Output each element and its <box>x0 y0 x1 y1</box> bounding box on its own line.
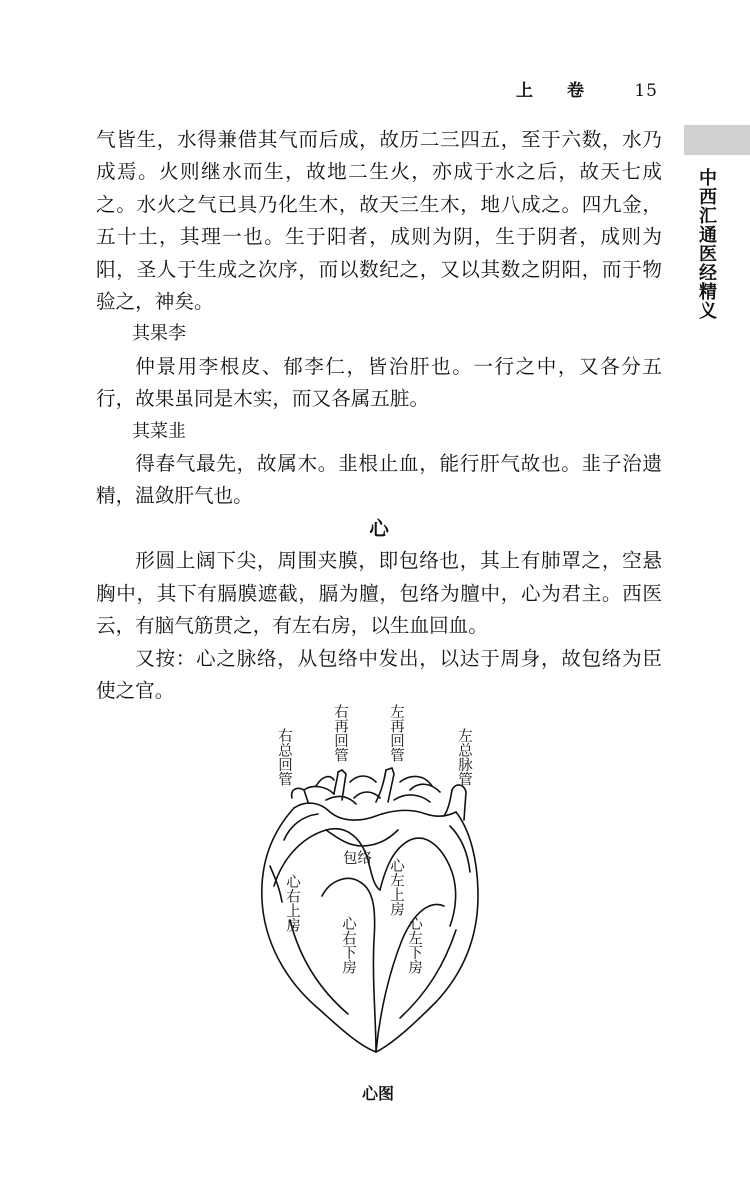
heart-figure <box>230 690 530 1070</box>
paragraph-continuation: 气皆生，水得兼借其气而后成，故历二三四五，至于六数，水乃成焉。火则继水而生，故地二生火，亦成于水之后，故天七成之。水火之气已具乃化生木，故天三生木，地八成之。四九金，五十土，其理一也。生于阳者，成则为阴，生于阴者，成则为阳，圣人于生成之次序，而以数纪之，又以其数之阴阳，而于物验之，神矣。 <box>96 128 662 314</box>
heart-drawing <box>230 690 530 1070</box>
side-book-title: 中西汇通医经精义 <box>696 168 717 320</box>
page-number: 15 <box>634 81 658 101</box>
side-tab-marker <box>684 125 750 155</box>
paragraph-fruit: 仲景用李根皮、郁李仁，皆治肝也。一行之中，又各分五行，故果虽同是木实，而又各属五脏。 <box>96 354 662 411</box>
paragraph-vegetable: 得春气最先，故属木。韭根止血，能行肝气故也。韭子治遗精，温敛肝气也。 <box>96 452 662 508</box>
label-left-upper-chamber: 心左上房 <box>388 858 404 916</box>
label-right-lower-chamber: 心右下房 <box>340 916 356 974</box>
label-right-upper-chamber: 心右上房 <box>284 874 300 932</box>
label-left-lower-chamber: 心左下房 <box>406 916 422 974</box>
paragraph-heart-note: 又按：心之脉络，从包络中发出，以达于周身，故包络为臣使之官。 <box>96 646 662 702</box>
subheading-fruit: 其果李 <box>132 323 186 345</box>
running-head <box>516 76 658 101</box>
paragraph-heart-shape: 形圆上阔下尖，周围夹膜，即包络也，其上有肺罩之，空悬胸中，其下有膈膜遮截，膈为膻，包络为膻中，心为君主。西医云，有脑气筋贯之，有左右房，以生血回血。 <box>96 549 662 638</box>
label-left-total-artery: 左总脉管 <box>456 728 472 786</box>
label-pericardium: 包络 <box>343 851 372 867</box>
subheading-vegetable: 其菜韭 <box>132 420 186 442</box>
label-right-re-return: 右再回管 <box>332 704 348 762</box>
section-heading-heart: 心 <box>369 516 389 540</box>
body-text <box>96 124 662 707</box>
chapter-title: 上 卷 <box>516 81 598 101</box>
label-right-total-return: 右总回管 <box>276 728 292 786</box>
label-left-re-return: 左再回管 <box>388 704 404 762</box>
figure-caption: 心图 <box>361 1084 394 1103</box>
